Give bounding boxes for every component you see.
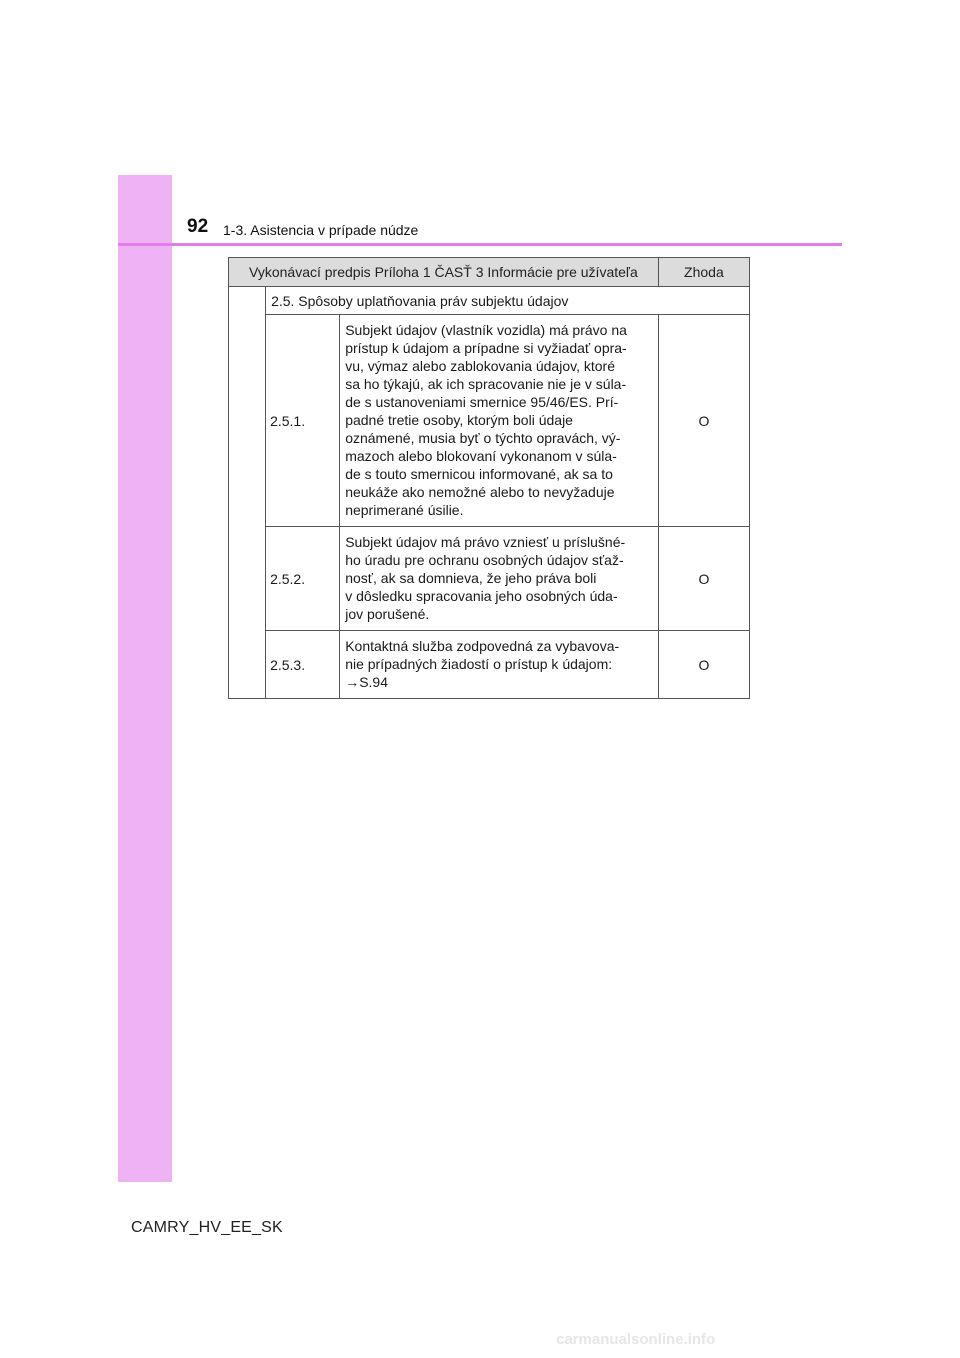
text-line: ho úradu pre ochranu osobných údajov sťaž- [345, 552, 624, 568]
text-line: nosť, ak sa domnieva, že jeho práva boli [345, 570, 597, 586]
page-reference-link[interactable]: →S.94 [345, 674, 389, 690]
text-line: neprimerané úsilie. [345, 502, 464, 518]
text-line: Kontaktná služba zodpovedná za vybavova- [345, 638, 620, 654]
text-line: vu, výmaz alebo zablokovania údajov, ktoré [345, 358, 615, 374]
table-row [229, 527, 750, 631]
text-line: mazoch alebo blokovaní vykonanom v súla- [345, 448, 617, 464]
text-line: sa ho týkajú, ak ich spracovanie nie je v súla- [345, 376, 627, 392]
text-line: nie prípadných žiadostí o prístup k údajom: [345, 656, 613, 672]
table-header-regulation: Vykonávací predpis Príloha 1 ČASŤ 3 Informácie pre užívateľa [229, 258, 659, 287]
text-line: prístup k údajom a prípadne si vyžiadať opra- [345, 340, 627, 356]
table-row [229, 631, 750, 699]
row-description [340, 527, 659, 631]
text-line: jov porušené. [345, 606, 430, 622]
text-line: Subjekt údajov (vlastník vozidla) má právo na [345, 322, 627, 338]
table-indent-cell [229, 287, 266, 699]
document-code: CAMRY_HV_EE_SK [131, 1219, 283, 1236]
table-header-row [229, 258, 750, 287]
header-divider [118, 243, 842, 246]
site-watermark: carmanualsonline.info [556, 1331, 716, 1348]
chapter-sidebar-tab [118, 175, 172, 1182]
text-line: v dôsledku spracovania jeho osobných úda- [345, 588, 618, 604]
row-number: 2.5.3. [266, 631, 340, 699]
row-number: 2.5.2. [266, 527, 340, 631]
table-subheading: 2.5. Spôsoby uplatňovania práv subjektu údajov [266, 287, 750, 315]
row-compliance: O [658, 315, 749, 527]
text-line: padné tretie osoby, ktorým boli údaje [345, 412, 573, 428]
text-line: Subjekt údajov má právo vzniesť u príslušné- [345, 534, 626, 550]
row-description [340, 315, 659, 527]
row-description [340, 631, 659, 699]
row-compliance: O [658, 527, 749, 631]
section-title: 1-3. Asistencia v prípade núdze [223, 222, 419, 238]
text-line: de s touto smernicou informované, ak sa to [345, 466, 613, 482]
text-line: neukáže ako nemožné alebo to nevyžaduje [345, 484, 615, 500]
table-header-compliance: Zhoda [658, 258, 749, 287]
row-compliance: O [658, 631, 749, 699]
text-line: oznámené, musia byť o týchto opravách, vý- [345, 430, 621, 446]
compliance-table [228, 257, 750, 699]
page-number: 92 [187, 216, 209, 237]
table-row [229, 315, 750, 527]
table-subheading-row [229, 287, 750, 315]
row-number: 2.5.1. [266, 315, 340, 527]
text-line: de s ustanoveniami smernice 95/46/ES. Prí- [345, 394, 619, 410]
